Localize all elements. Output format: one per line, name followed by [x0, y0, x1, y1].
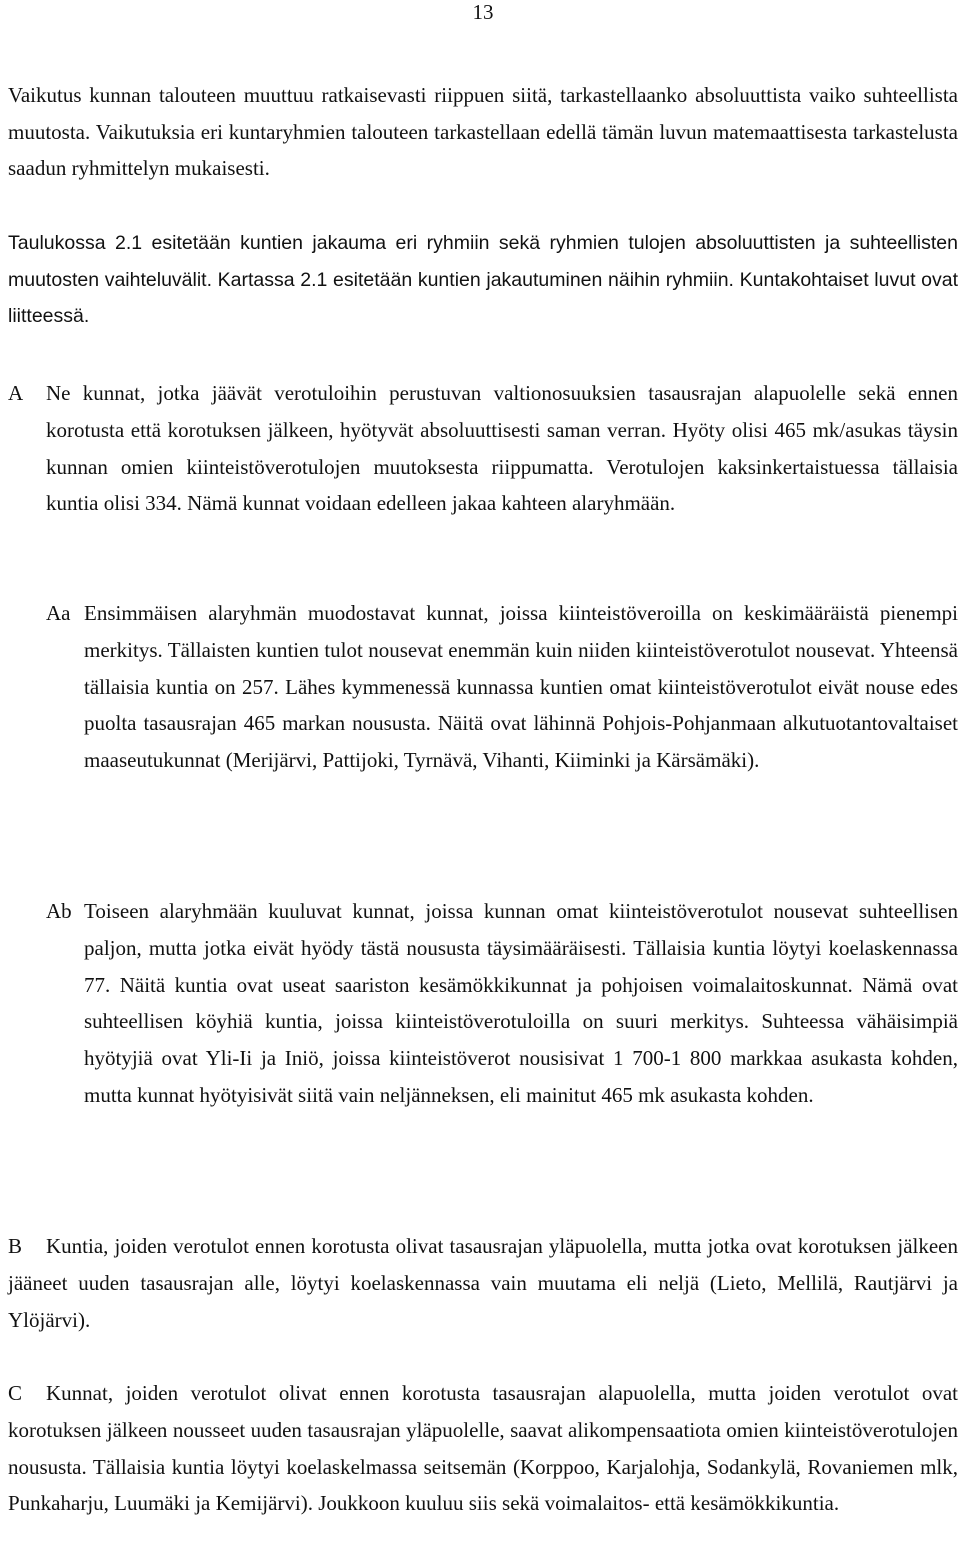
- group-c-text: Kunnat, joiden verotulot olivat ennen korotusta tasausrajan alapuolella, mutta joiden verotulot ovat korotuksen jälkeen nousseet uuden tasausrajan yläpuolelle, saavat alikompensaatiota omien kiinteistöverotulojen noususta. Tällaisia kuntia löytyi koelaskelmassa seitsemän (Korppoo, Karjalohja, Sodankylä, Rovaniemen mlk, Punkaharju, Luumäki ja Kemijärvi). Joukkoon kuuluu siis sekä voimalaitos- että kesämökkikuntia.: [8, 1381, 958, 1516]
- group-aa-section: [46, 595, 958, 779]
- group-a-label: A: [8, 381, 24, 405]
- group-b-label: B: [8, 1234, 23, 1258]
- group-ab-label: Ab: [46, 899, 72, 923]
- group-c-section: [8, 1375, 958, 1522]
- group-b-section: [8, 1228, 958, 1338]
- group-ab-text: Toiseen alaryhmään kuuluvat kunnat, joissa kunnan omat kiinteistöverotulot nousevat suhteellisen paljon, mutta jotka eivät hyödy tästä noususta täysimääräisesti. Tällaisia kuntia löytyi koelaskennassa 77. Näitä kuntia ovat useat saariston kesämökkikunnat ja pohjoisen voimalaitoskunnat. Nämä ovat suhteellisen köyhiä kuntia, joissa kiinteistöverotuloilla on suuri merkitys. Suhteessa vähäisimpiä hyötyjiä ovat Yli-Ii ja Iniö, joissa kiinteistöverot nousisivat 1 700-1 800 markkaa asukasta kohden, mutta kunnat hyötyisivät siitä vain neljänneksen, eli mainitut 465 mk asukasta kohden.: [84, 899, 958, 1107]
- group-ab-section: [46, 893, 958, 1114]
- intro-paragraph: Vaikutus kunnan talouteen muuttuu ratkaisevasti riippuen siitä, tarkastellaanko absoluuttista vaiko suhteellista muutosta. Vaikutuksia eri kuntaryhmien talouteen tarkastellaan edellä tämän luvun matemaattisesta tarkastelusta saadun ryhmittelyn mukaisesti.: [8, 83, 958, 180]
- group-b-text: Kuntia, joiden verotulot ennen korotusta olivat tasausrajan yläpuolella, mutta jotka ovat korotuksen jälkeen jääneet uuden tasausrajan alle, löytyi koelaskennassa vain muutama eli neljä (Lieto, Mellilä, Rautjärvi ja Ylöjärvi).: [8, 1234, 958, 1332]
- group-c-label: C: [8, 1381, 23, 1405]
- group-aa-label: Aa: [46, 601, 71, 625]
- table-reference-paragraph: Taulukossa 2.1 esitetään kuntien jakauma eri ryhmiin sekä ryhmien tulojen absoluuttisten ja suhteellisten muutosten vaihteluvälit. Kartassa 2.1 esitetään kuntien jakautuminen näihin ryhmiin. Kuntakohtaiset luvut ovat liitteessä.: [8, 232, 958, 327]
- page-number: 13: [472, 0, 494, 24]
- group-a-text: Ne kunnat, jotka jäävät verotuloihin perustuvan valtionosuuksien tasausrajan alapuolelle sekä ennen korotusta että korotuksen jälkeen, hyötyvät absoluuttisesti saman verran. Hyöty olisi 465 mk/asukas täysin kunnan omien kiinteistöverotulojen muutoksesta riippumatta. Verotulojen kaksinkertaistuessa tällaisia kuntia olisi 334. Nämä kunnat voidaan edelleen jakaa kahteen alaryhmään.: [46, 381, 958, 516]
- group-aa-text: Ensimmäisen alaryhmän muodostavat kunnat, joissa kiinteistöveroilla on keskimääräistä pienempi merkitys. Tällaisten kuntien tulot nousevat enemmän kuin niiden kiinteistöverotulot nousevat. Yhteensä tällaisia kuntia on 257. Lähes kymmenessä kunnassa kuntien omat kiinteistöverotulot eivät nouse edes puolta tasausrajan 465 markan noususta. Näitä ovat lähinnä Pohjois-Pohjanmaan alkutuotantovaltaiset maaseutukunnat (Merijärvi, Pattijoki, Tyrnävä, Vihanti, Kiiminki ja Kärsämäki).: [84, 601, 958, 773]
- group-a-section: [8, 375, 958, 522]
